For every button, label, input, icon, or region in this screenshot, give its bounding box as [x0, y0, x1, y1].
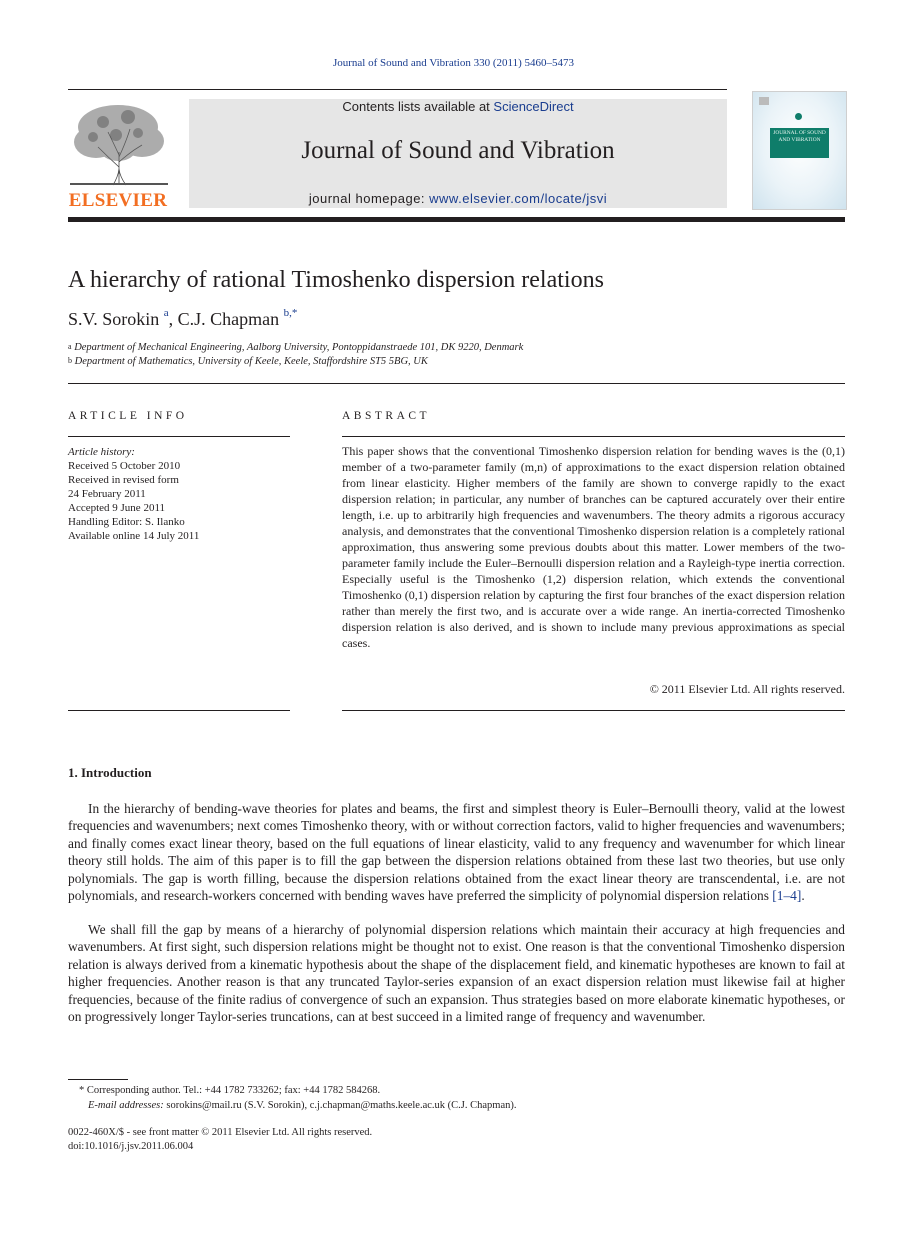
elsevier-logo-text: ELSEVIER	[68, 190, 168, 211]
homepage-line	[189, 191, 727, 206]
affiliation-a	[68, 342, 523, 353]
affiliation-b	[68, 356, 428, 367]
email-note	[88, 1100, 516, 1111]
history-item: Received in revised form	[68, 474, 179, 486]
contents-prefix: Contents lists available at	[342, 99, 494, 114]
journal-banner	[189, 99, 727, 208]
journal-cover-thumbnail[interactable]	[752, 91, 847, 210]
section-heading: 1. Introduction	[68, 765, 152, 780]
email-label: E-mail addresses:	[88, 1100, 164, 1111]
intro-paragraph: We shall fill the gap by means of a hierarchy of polynomial dispersion relations which maintain their accuracy at high frequencies and wavenumbers. At first sight, such dispersion relations might be thought not to exist. One reason is that the conventional Timoshenko dispersion relation is always derived from a kinematic hypothesis about the shape of the displacement field, and kinematic hypotheses are known to fail at higher frequencies. Another reason is that any truncated Taylor-series expansion of an exact dispersion relation must likewise fail at higher frequencies, because of the finite radius of convergence of such an expansion. Thus strategies based on more elaborate kinematic hypotheses, or on progressively longer Taylor-series truncations, can at best succeed in a limited range of frequency and wavenumber.	[68, 922, 845, 1025]
history-label: Article history:	[68, 446, 135, 458]
email-text[interactable]: sorokins@mail.ru (S.V. Sorokin), c.j.chapman@maths.keele.ac.uk (C.J. Chapman).	[163, 1100, 517, 1111]
footnote-rule	[68, 1079, 128, 1080]
affiliation-text: Department of Mathematics, University of Keele, Keele, Staffordshire ST5 5BG, UK	[74, 356, 428, 367]
homepage-prefix: journal homepage:	[308, 191, 430, 206]
cover-title-box: JOURNAL OF SOUND AND VIBRATION	[770, 128, 829, 158]
article-history	[68, 445, 199, 543]
affiliation-text: Department of Mechanical Engineering, Aalborg University, Pontoppidanstraede 101, DK 9220, Denmark	[74, 342, 524, 353]
homepage-link[interactable]: www.elsevier.com/locate/jsvi	[429, 191, 608, 206]
divider	[68, 436, 290, 437]
contents-line	[189, 99, 727, 114]
header-rule	[68, 89, 727, 90]
author-name: S.V. Sorokin	[68, 309, 160, 329]
affiliation-marker[interactable]: a	[163, 307, 169, 319]
sciencedirect-link[interactable]: ScienceDirect	[493, 99, 574, 114]
corresponding-author-note: * Corresponding author. Tel.: +44 1782 733262; fax: +44 1782 584268.	[79, 1085, 381, 1096]
author-list: S.V. Sorokin $^a$, C.J. Chapman $^{b,*}$	[68, 307, 298, 329]
header-thick-rule	[68, 217, 845, 222]
history-item: Available online 14 July 2011	[68, 530, 200, 542]
divider	[68, 383, 845, 384]
affiliation-sup: a	[68, 342, 72, 351]
cover-emblem-icon	[795, 113, 802, 120]
history-item: Handling Editor: S. Ilanko	[68, 516, 185, 528]
intro-paragraph: In the hierarchy of bending-wave theories for plates and beams, the first and simplest theory is Euler–Bernoulli theory, valid at the lowest frequencies and wavenumbers; next comes Timoshenko theory, with or without correction factors, valid to higher frequencies and wavenumbers; and finally comes exact linear theory, based on the full equations of linear elasticity, valid to any frequency and wavenumber for which linear theory still holds. The aim of this paper is to fill the gap between the dispersion relations obtained from these last two theories, but use only polynomials. The gap is worth filling, because the dispersion relations obtained from the exact linear theory are transcendental, i.e. are not polynomials, and research-workers concerned with bending waves have preferred the simplicity of polynomial dispersion relations [1–4].	[68, 801, 845, 904]
article-info-heading: ARTICLE INFO	[68, 410, 188, 422]
affiliation-marker[interactable]: b,*	[283, 307, 298, 319]
paragraph-text: In the hierarchy of bending-wave theories for plates and beams, the first and simplest theory is Euler–Bernoulli theory, valid at the lowest frequencies and wavenumbers; next comes Timoshenko theory, with or without correction factors, valid to higher frequencies and wavenumbers; and finally comes exact linear theory, based on the full equations of linear elasticity, valid to any frequency and wavenumber for which linear theory still holds. The aim of this paper is to fill the gap between the dispersion relations obtained from these last two theories, but use only polynomials. The gap is worth filling, because the dispersion relations obtained from the exact linear theory are transcendental, i.e. are not polynomials, and research-workers concerned with bending waves have preferred the simplicity of polynomial dispersion relations	[68, 801, 845, 904]
author-name: C.J. Chapman	[177, 309, 280, 329]
citation-link[interactable]: [1–4]	[772, 888, 802, 904]
divider	[342, 436, 845, 437]
affiliation-sup: b	[68, 356, 72, 365]
history-item: Received 5 October 2010	[68, 460, 181, 472]
divider	[68, 710, 290, 711]
history-item: 24 February 2011	[68, 488, 146, 500]
journal-title: Journal of Sound and Vibration	[301, 137, 615, 164]
abstract-heading: ABSTRACT	[342, 410, 431, 422]
issn-line: 0022-460X/$ - see front matter © 2011 Elsevier Ltd. All rights reserved.	[68, 1127, 373, 1138]
doi-line[interactable]: doi:10.1016/j.jsv.2011.06.004	[68, 1141, 194, 1152]
article-title: A hierarchy of rational Timoshenko dispersion relations	[68, 267, 604, 293]
history-item: Accepted 9 June 2011	[68, 502, 166, 514]
abstract-copyright: © 2011 Elsevier Ltd. All rights reserved.	[649, 682, 845, 696]
journal-reference[interactable]: Journal of Sound and Vibration 330 (2011) 5460–5473	[332, 57, 574, 69]
cover-publisher-mark	[759, 97, 769, 105]
divider	[342, 710, 845, 711]
abstract-text: This paper shows that the conventional Timoshenko dispersion relation for bending waves is the (0,1) member of a two-parameter family (m,n) of approximations to the exact dispersion relation obtained from linear elasticity. Higher members of the family are shown to converge rapidly to the exact dispersion relation; in particular, any number of branches can be captured accurately over their entire length, i.e. up to arbitrarily high frequencies and wavenumbers. The theory admits a rigorous accuracy analysis, and demonstrates that the conventional Timoshenko dispersion relation is a completely rational approximation, thus answering some previous doubts about this matter. Lower members of the two-parameter family include the Euler–Bernoulli dispersion relation and a Rayleigh-type inertia correction. Especially useful is the Timoshenko (1,2) dispersion relation, which extends the conventional Timoshenko (0,1) dispersion relation by capturing the first four branches of the exact dispersion relation rather than merely the first two, and is accurate over a wide range. An inertia-corrected Timoshenko dispersion relation is also derived, and is shown to include many previous approximations as special cases.	[342, 444, 845, 650]
